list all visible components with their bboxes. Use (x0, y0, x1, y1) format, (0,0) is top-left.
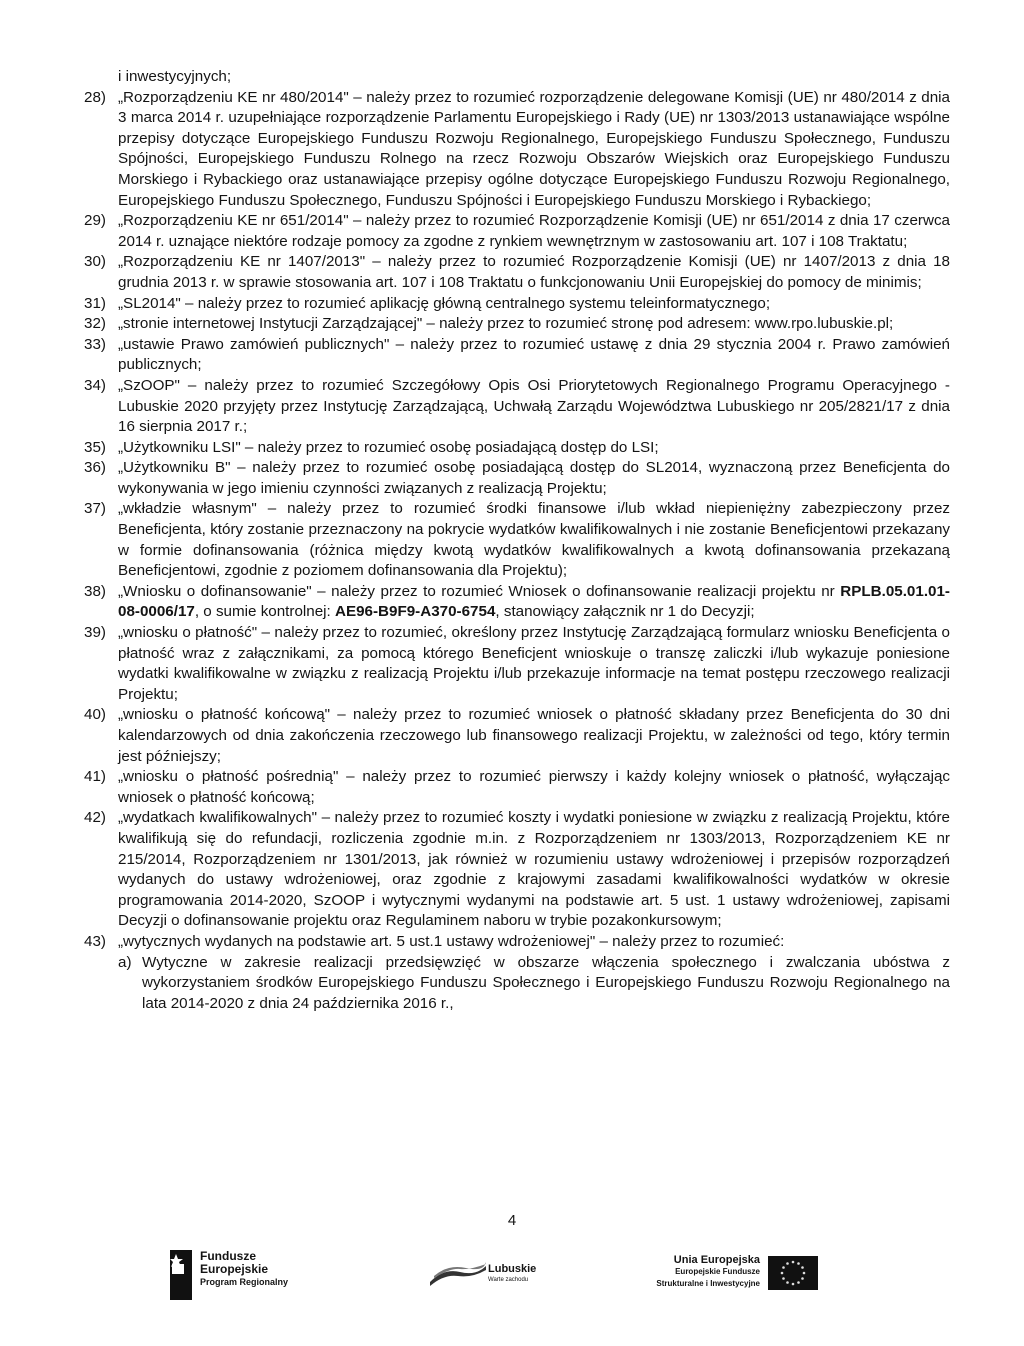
definition-item (84, 808, 950, 932)
item-text: „stronie internetowej Instytucji Zarządzającej" – należy przez to rozumieć stronę pod adresem: www.rpo.lubuskie.pl; (118, 315, 894, 333)
definition-item (84, 376, 950, 438)
lubuskie-text (488, 1264, 536, 1286)
eu-flag-icon (768, 1256, 818, 1290)
definition-item (84, 438, 950, 459)
definition-item (84, 767, 950, 808)
item-text: „SzOOP" – należy przez to rozumieć Szczegółowy Opis Osi Priorytetowych Regionalnego Programu Operacyjnego - Lubuskie 2020 przyjęty przez Instytucję Zarządzającą, Uchwałą Zarządu Województwa Lubuskiego nr 205/2821/17 z dnia 16 sierpnia 2017 r.; (118, 376, 950, 436)
definition-subitem (84, 953, 950, 1015)
footer-logos (0, 1248, 1024, 1308)
item-text: „wytycznych wydanych na podstawie art. 5 ust.1 ustawy wdrożeniowej" – należy przez to rozumieć: (118, 932, 785, 950)
item-number: 36) (84, 459, 106, 477)
item-number: 32) (84, 315, 106, 333)
item-text-part: , o sumie kontrolnej: (194, 603, 335, 621)
page-number: 4 (507, 1212, 517, 1229)
definition-item (84, 252, 950, 293)
item-text: „ustawie Prawo zamówień publicznych" – należy przez to rozumieć ustawę z dnia 29 stycznia 2004 r. Prawo zamówień publicznych; (118, 335, 950, 374)
eu-funds-flag-icon (170, 1250, 192, 1300)
item-number: 30) (84, 253, 106, 271)
subitem-text: Wytyczne w zakresie realizacji przedsięwzięć w obszarze włączenia społecznego i zwalczania ubóstwa z wykorzystaniem środków Europejskiego Funduszu Społecznego i Europejskiego Funduszu Rozwoju Regionalnego na lata 2014-2020 z dnia 24 października 2016 r., (142, 953, 950, 1012)
ue-text (640, 1254, 760, 1290)
item-text: „wydatkach kwalifikowalnych" – należy przez to rozumieć koszty i wydatki poniesione w związku z realizacją Projektu, które kwalifikują się do refundacji, rozliczenia zgodnie m.in. z Rozporządzeniem nr 1303/2013, Rozporządzeniem KE nr 215/2014, Rozporządzeniem nr 1301/2013, jak również w rozumieniu ustawy wdrożeniowej i przepisów rozporządzeń wydanych do ustawy wdrożeniowej, oraz zgodnie z krajowymi zasadami kwalifikowalności wydatków w okresie programowania 2014-2020, SzOOP i wytycznymi wydanymi na podstawie art. 5 ust. 1 ustawy wdrożeniowej, zapisami Decyzji o dofinansowanie projektu oraz Regulaminem naboru w trybie pozakonkursowym; (118, 809, 950, 930)
eu-logo (640, 1254, 870, 1304)
definition-item (84, 294, 950, 315)
item-text: „Rozporządzeniu KE nr 480/2014" – należy przez to rozumieć rozporządzenie delegowane Komisji (UE) nr 480/2014 z dnia 3 marca 2014 r. uzupełniające rozporządzenie Parlamentu Europejskiego i Rady (UE) nr 1303/2013 ustanawiające wspólne przepisy dotyczące Europejskiego Funduszu Rozwoju Regionalnego, Europejskiego Funduszu Społecznego, Funduszu Spójności, Europejskiego Funduszu Rolnego na rzecz Rozwoju Obszarów Wiejskich oraz Europejskiego Funduszu Morskiego i Rybackiego oraz ustanawiające przepisy ogólne dotyczące Europejskiego Funduszu Rozwoju Regionalnego, Europejskiego Funduszu Społecznego, Funduszu Spójności i Europejskiego Funduszu Morskiego i Rybackiego; (118, 88, 950, 209)
item-number: 33) (84, 335, 106, 353)
item-number: 43) (84, 932, 106, 950)
lubuskie-wave-icon (430, 1262, 486, 1286)
ue-line1: Unia Europejska (673, 1254, 760, 1266)
definition-item (84, 211, 950, 252)
item-number: 31) (84, 294, 106, 312)
item-text: „wkładzie własnym" – należy przez to rozumieć środki finansowe i/lub wkład niepieniężny zabezpieczony przez Beneficjenta, który zostanie przeznaczony na pokrycie wydatków kwalifikowalnych i nie zostanie Beneficjentowi przekazany w formie dofinansowania (różnica między kwotą wydatków kwalifikowalnych a kwotą dofinansowania przekazaną Beneficjentowi, zgodnie z poziomem dofinansowania dla Projektu); (118, 500, 950, 580)
item-number: 35) (84, 438, 106, 456)
lub-line2: Warte zachodu (488, 1277, 529, 1283)
definition-item (84, 705, 950, 767)
fundusze-europejskie-logo (170, 1248, 330, 1304)
item-number: 39) (84, 624, 106, 642)
ue-line2: Europejskie Fundusze (675, 1267, 760, 1276)
item-number: 28) (84, 88, 106, 106)
definition-item (84, 582, 950, 623)
item-text (118, 582, 950, 623)
item-number: 41) (84, 768, 106, 786)
definition-item (84, 314, 950, 335)
definition-item (84, 499, 950, 581)
item-number: 38) (84, 582, 106, 600)
intro-line: i inwestycyjnych; (118, 68, 232, 85)
definition-item (84, 623, 950, 705)
item-text: „SL2014" – należy przez to rozumieć aplikację główną centralnego systemu teleinformatycznego; (118, 294, 771, 312)
item-number: 34) (84, 376, 106, 394)
item-text-part: , stanowiący załącznik nr 1 do Decyzji; (495, 603, 755, 621)
fe-text (200, 1250, 288, 1289)
item-number: 37) (84, 500, 106, 518)
item-text: „Użytkowniku LSI" – należy przez to rozumieć osobę posiadającą dostęp do LSI; (118, 438, 659, 456)
subitem-letter: a) (118, 953, 132, 971)
item-text: „wniosku o płatność" – należy przez to rozumieć, określony przez Instytucję Zarządzającą formularz wniosku Beneficjenta o płatność wraz z załącznikami, za pomocą którego Beneficjent wnioskuje o transzę zaliczki i/lub wykazuje poniesione wydatki kwalifikowalne w związku z realizacją Projektu i/lub przekazuje informacje na temat postępu rzeczowego realizacji Projektu; (118, 624, 950, 703)
lubuskie-logo (430, 1258, 580, 1298)
ue-line3: Strukturalne i Inwestycyjne (656, 1279, 760, 1288)
item-text: „Rozporządzeniu KE nr 651/2014" – należy przez to rozumieć Rozporządzenie Komisji (UE) nr 651/2014 z dnia 17 czerwca 2014 r. uznające niektóre rodzaje pomocy za zgodne z rynkiem wewnętrznym w zastosowaniu art. 107 i 108 Traktatu; (118, 212, 950, 250)
fe-line3: Program Regionalny (200, 1277, 289, 1287)
fe-line2: Europejskie (200, 1262, 269, 1276)
definition-item (84, 458, 950, 499)
item-text-part: „Wniosku o dofinansowanie" – należy przez to rozumieć Wniosek o dofinansowanie realizacji projektu nr (118, 582, 841, 600)
definitions-list (84, 67, 950, 1014)
item-text: „wniosku o płatność pośrednią" – należy przez to rozumieć pierwszy i każdy kolejny wniosek o płatność, wyłączając wniosek o płatność końcową; (118, 768, 950, 806)
item-number: 29) (84, 212, 106, 230)
project-number: RPLB.05.01.01-08-0006/17 (118, 582, 950, 621)
checksum: AE96-B9F9-A370-6754 (335, 603, 496, 621)
item-text: „Użytkowniku B" – należy przez to rozumieć osobę posiadającą dostęp do SL2014, wyznaczoną przez Beneficjenta do wykonywania w jego imieniu czynności związanych z realizacją Projektu; (118, 459, 950, 497)
item-number: 40) (84, 706, 106, 724)
definition-item (84, 335, 950, 376)
lub-line1: Lubuskie (488, 1263, 537, 1275)
definition-item (84, 88, 950, 212)
fe-line1: Fundusze (200, 1249, 256, 1263)
item-number: 42) (84, 809, 106, 827)
item-text: „Rozporządzeniu KE nr 1407/2013" – należy przez to rozumieć Rozporządzenie Komisji (UE) nr 1407/2013 z dnia 18 grudnia 2013 r. w sprawie stosowania art. 107 i 108 Traktatu o funkcjonowaniu Unii Europejskiej do pomocy de minimis; (118, 253, 950, 291)
item-text: „wniosku o płatność końcową" – należy przez to rozumieć wniosek o płatność składany przez Beneficjenta do 30 dni kalendarzowych od dnia zakończenia rzeczowego lub finansowego realizacji Projektu, w zależności od tego, który termin jest późniejszy; (118, 706, 950, 765)
definition-item (84, 932, 950, 953)
